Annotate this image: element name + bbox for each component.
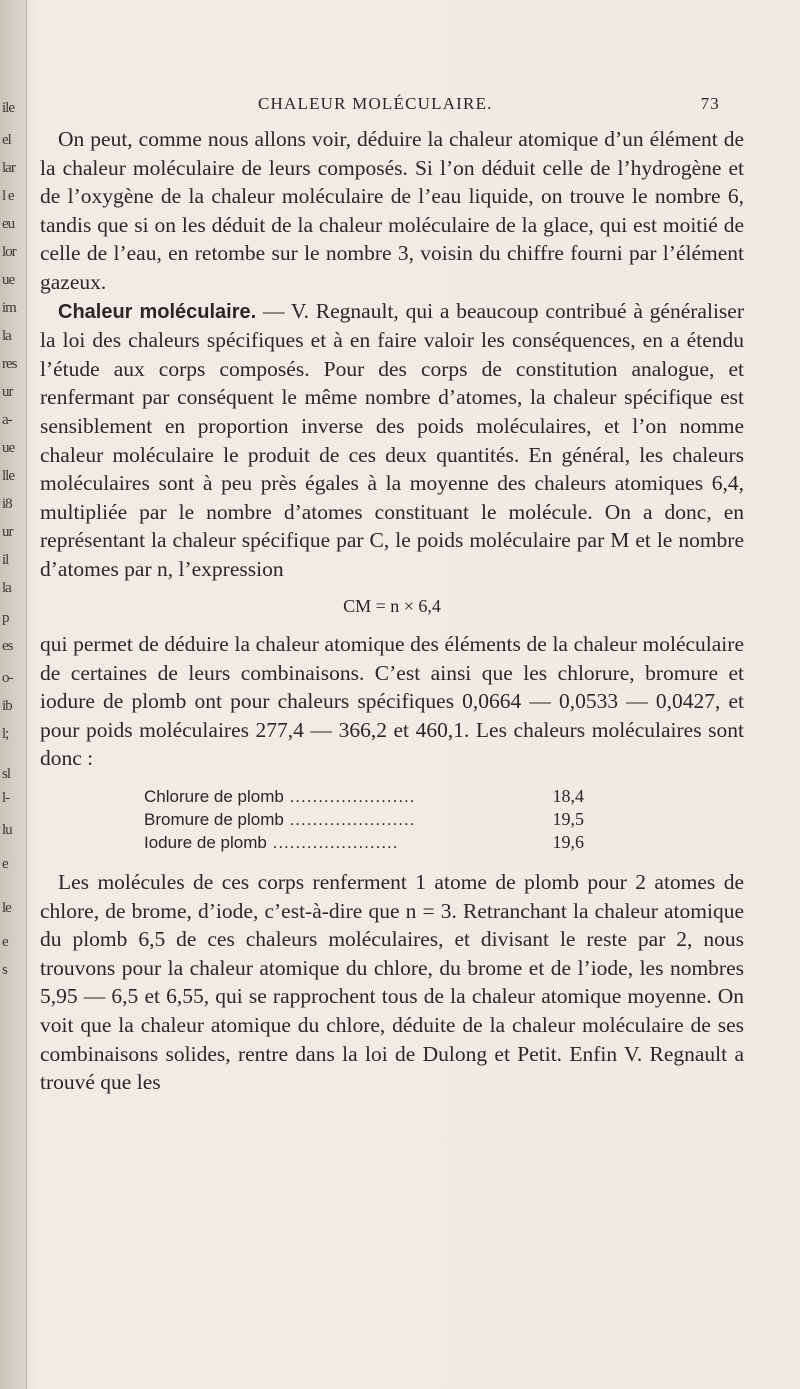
row-label: Chlorure de plomb ..... [144, 785, 416, 808]
body-text [40, 125, 744, 1097]
gutter-fragment: im [2, 300, 16, 316]
gutter-fragment: sl [2, 766, 11, 782]
gutter-fragment: e [2, 856, 8, 872]
gutter-fragment: res [2, 356, 17, 372]
gutter-fragment: e [2, 934, 8, 950]
gutter-fragment: l; [2, 726, 9, 742]
gutter-fragment: l e [2, 188, 14, 204]
gutter-fragment: ur [2, 384, 13, 400]
gutter-fragment: lar [2, 160, 15, 176]
gutter-fragment: s [2, 962, 7, 978]
gutter-fragment: lle [2, 468, 14, 484]
paragraph-3: qui permet de déduire la chaleur atomique des éléments de la chaleur moléculaire de certaines de leurs combinaisons. C’est ainsi que les chlorure, bromure et iodure de plomb ont pour chaleurs spécifiques 0,0664 — 0,0533 — 0,0427, et pour poids moléculaires 277,4 — 366,2 et 460,1. Les chaleurs moléculaires sont donc : [40, 632, 744, 771]
gutter-fragment: p [2, 610, 9, 626]
gutter-fragment: ile [2, 100, 14, 116]
page-number: 73 [700, 94, 720, 113]
row-label: Bromure de plomb ..... [144, 808, 415, 831]
gutter-fragment: l- [2, 790, 10, 806]
formula: CM = n × 6,4 [343, 595, 441, 616]
gutter-fragment: o- [2, 670, 13, 686]
gutter-fragment: ue [2, 440, 15, 456]
gutter-fragment: ib [2, 698, 12, 714]
paragraph-1: On peut, comme nous allons voir, déduire la chaleur atomique d’un élément de la chaleur moléculaire de leurs composés. Si l’on déduit celle de l’hydrogène et de l’oxygène de la chaleur moléculaire de l’eau liquide, on trouve le nombre 6, tandis que si on les déduit de la chaleur moléculaire de la glace, qui est moitié de celle de l’eau, en retombe sur le nombre 3, voisin du chiffre fourni par l’élément gazeux. [40, 127, 744, 294]
row-label: Iodure de plomb ..... [144, 831, 399, 854]
gutter-fragment: le [2, 900, 11, 916]
row-value: 19,5 [552, 809, 584, 830]
gutter-fragment: ue [2, 272, 15, 288]
section-heading: Chaleur moléculaire. [58, 300, 257, 323]
table-row [144, 831, 584, 854]
gutter-fragment: i8 [2, 496, 12, 512]
heat-values-table [40, 785, 584, 854]
row-value: 18,4 [552, 786, 584, 807]
gutter-fragment: la [2, 328, 11, 344]
paragraph-2 [40, 297, 744, 584]
gutter-fragment: lu [2, 822, 12, 838]
gutter-fragment: il [2, 552, 9, 568]
gutter-fragment: a- [2, 412, 12, 428]
table-row [144, 808, 584, 831]
gutter-fragment: la [2, 580, 11, 596]
facing-page-edge [0, 0, 27, 1389]
row-value: 19,6 [552, 832, 584, 853]
table-row [144, 785, 584, 808]
gutter-fragment: lor [2, 244, 16, 260]
paragraph-2-body: — V. Regnault, qui a beaucoup contribué à généraliser la loi des chaleurs spécifiques et à en faire valoir les conséquences, en a étendu l’étude aux corps composés. Pour des corps de constitution analogue, et renfermant par conséquent le même nombre d’atomes, la chaleur spécifique est sensiblement en proportion inverse des poids moléculaires, et l’on nomme chaleur moléculaire le produit de ces deux quantités. En général, les chaleurs moléculaires sont à peu près égales à la moyenne des chaleurs atomiques 6,4, multipliée par le nombre d’atomes constituant le molécule. On a donc, en représentant la chaleur spécifique par C, le poids moléculaire par M et le nombre d’atomes par n, l’expression [40, 298, 744, 581]
paragraph-4: Les molécules de ces corps renferment 1 atome de plomb pour 2 atomes de chlore, de brome, d’iode, c’est-à-dire que n = 3. Retranchant la chaleur atomique du plomb 6,5 de ces chaleurs moléculaires, et divisant le reste par 2, nous trouvons pour la chaleur atomique du chlore, du brome et de l’iode, les nombres 5,95 — 6,5 et 6,55, qui se rapprochent tous de la chaleur atomique moyenne. On voit que la chaleur atomique du chlore, déduite de la chaleur moléculaire de ses combinaisons solides, rentre dans la loi de Dulong et Petit. Enfin V. Regnault a trouvé que les [40, 870, 744, 1095]
running-title: CHALEUR MOLÉCULAIRE. [258, 94, 493, 113]
gutter-fragment: eu [2, 216, 15, 232]
gutter-fragment: el [2, 132, 11, 148]
gutter-fragment: es [2, 638, 13, 654]
gutter-fragment: ur [2, 524, 13, 540]
